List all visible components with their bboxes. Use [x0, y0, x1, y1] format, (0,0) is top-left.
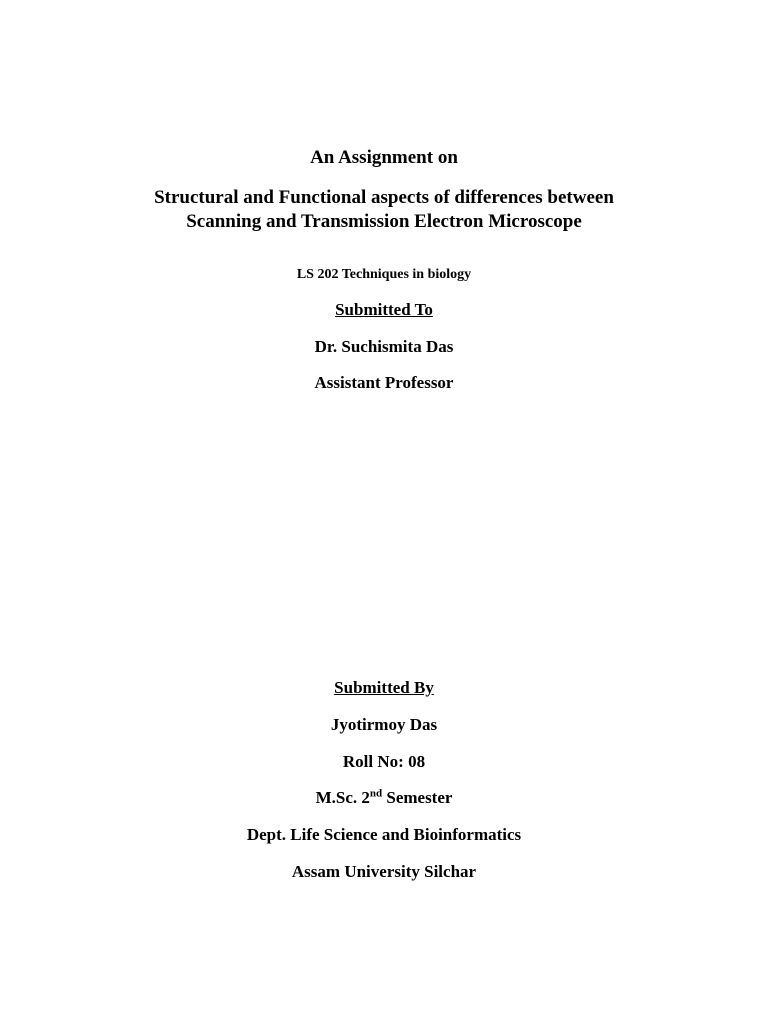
- professor-designation: Assistant Professor: [314, 373, 454, 392]
- submitted-by-label: Submitted By: [334, 678, 434, 697]
- assignment-heading: An Assignment on: [310, 147, 458, 168]
- semester-prefix: M.Sc. 2: [315, 788, 370, 807]
- course-name: LS 202 Techniques in biology: [296, 267, 472, 282]
- roll-number: Roll No: 08: [342, 752, 426, 771]
- department: Dept. Life Science and Bioinformatics: [246, 825, 522, 844]
- semester-ordinal-suffix: nd: [369, 787, 383, 800]
- submitted-to-label: Submitted To: [335, 300, 433, 319]
- student-name: Jyotirmoy Das: [330, 715, 438, 734]
- professor-name: Dr. Suchismita Das: [314, 337, 454, 356]
- assignment-title-line-1: Structural and Functional aspects of differences between: [154, 187, 614, 208]
- semester-suffix: Semester: [382, 788, 453, 807]
- semester: [0, 789, 768, 806]
- university: Assam University Silchar: [291, 862, 477, 881]
- assignment-title-line-2: Scanning and Transmission Electron Microscope: [186, 211, 582, 232]
